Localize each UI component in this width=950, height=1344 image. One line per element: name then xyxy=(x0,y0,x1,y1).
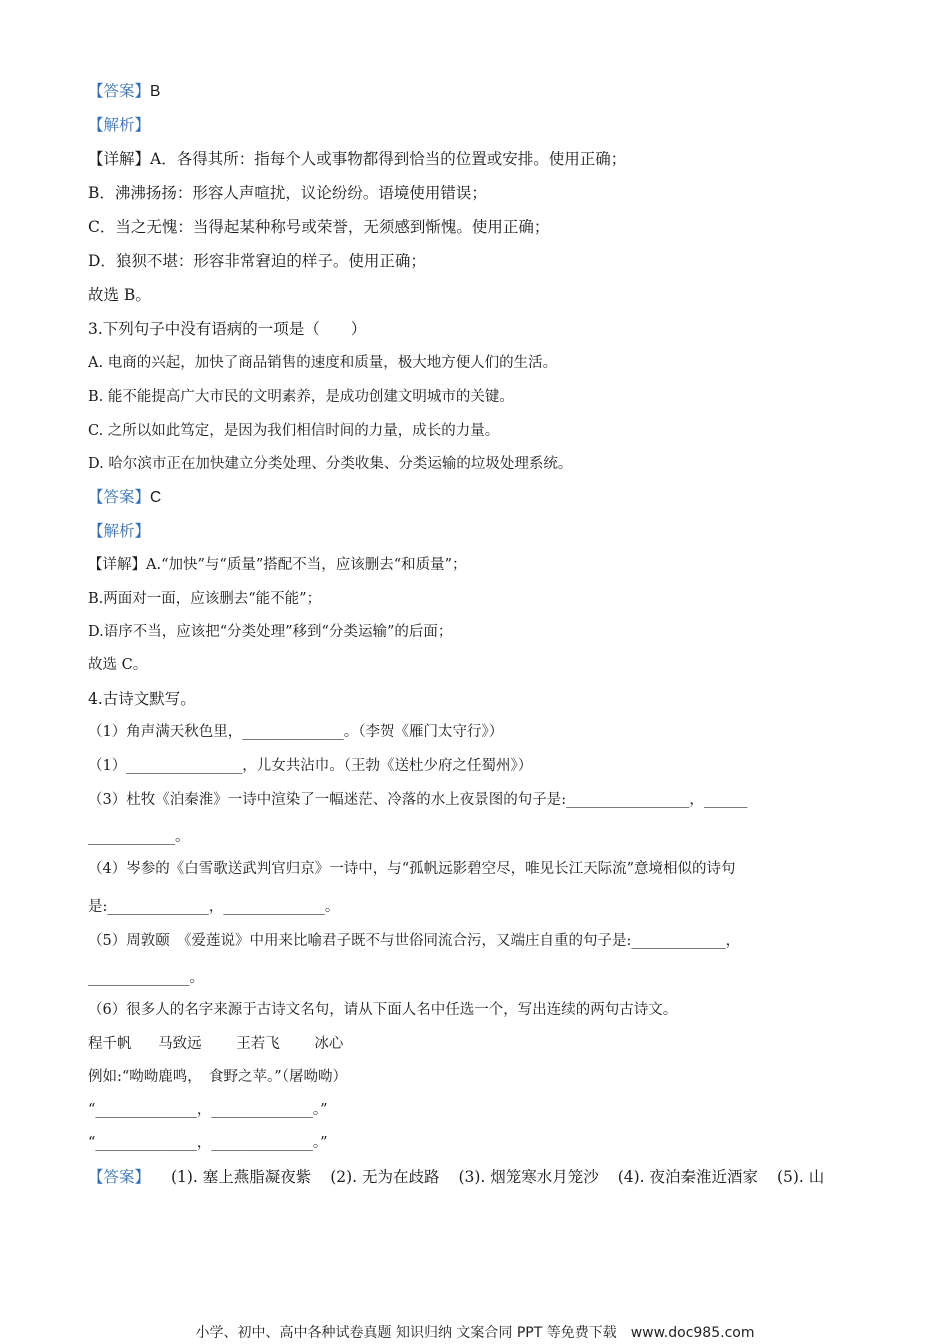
q4-name: 王若飞 xyxy=(236,1036,280,1052)
q4-example: 例如:“呦呦鹿鸣， 食野之苹。”（屠呦呦） xyxy=(88,1069,347,1085)
q2-detail-tag: 【详解】 xyxy=(88,150,151,168)
q4-blank-2: “______________，______________。” xyxy=(88,1135,328,1151)
q4-item-3-line-2: ____________。 xyxy=(88,829,190,845)
q4-item-3-line-1: （3）杜牧《泊秦淮》一诗中渲染了一幅迷茫、冷落的水上夜景图的句子是:_________________，______ xyxy=(88,792,748,808)
q2-analysis-tag: 【解析】 xyxy=(88,116,151,134)
q4-name: 程千帆 xyxy=(88,1036,132,1052)
q4-answer: (3). 烟笼寒水月笼沙 xyxy=(458,1168,599,1186)
q3-conclusion: 故选 C。 xyxy=(88,657,148,673)
q2-detail-d: D．狼狈不堪：形容非常窘迫的样子。使用正确； xyxy=(88,252,426,270)
q4-item-4-line-1: （4）岑参的《白雪歌送武判官归京》一诗中，与“孤帆远影碧空尽，唯见长江天际流”意境相似的诗句 xyxy=(88,861,736,877)
q4-item-6: （6）很多人的名字来源于古诗文名句，请从下面人名中任选一个，写出连续的两句古诗文。 xyxy=(88,1002,678,1018)
q4-answer: (5). 山 xyxy=(776,1168,825,1186)
q4-item-5-line-2: ______________。 xyxy=(88,970,204,986)
q2-detail-a xyxy=(88,149,626,169)
q3-option-d: D. 哈尔滨市正在加快建立分类处理、分类收集、分类运输的垃圾处理系统。 xyxy=(88,456,573,472)
q4-answer-tag: 【答案】 xyxy=(88,1168,151,1186)
q3-answer-line xyxy=(88,487,161,508)
q4-name: 马致远 xyxy=(158,1036,202,1052)
q4-answer-line xyxy=(88,1167,824,1187)
q2-answer-tag: 【答案】 xyxy=(88,82,151,100)
q3-option-c: C. 之所以如此笃定，是因为我们相信时间的力量，成长的力量。 xyxy=(88,423,500,439)
q2-answer-value: B xyxy=(150,83,161,100)
q3-option-a: A. 电商的兴起，加快了商品销售的速度和质量，极大地方便人们的生活。 xyxy=(88,355,558,371)
q3-detail-d: D.语序不当，应该把“分类处理”移到“分类运输”的后面； xyxy=(88,624,453,640)
q3-detail-a xyxy=(88,555,467,575)
q2-detail-c: C．当之无愧：当得起某种称号或荣誉，无须感到惭愧。使用正确； xyxy=(88,218,550,236)
q2-detail-a-text: A．各得其所：指每个人或事物都得到恰当的位置或安排。使用正确； xyxy=(150,150,627,168)
q3-option-b: B. 能不能提高广大市民的文明素养，是成功创建文明城市的关键。 xyxy=(88,389,514,405)
q4-item-5-line-1: （5）周敦颐 《爱莲说》中用来比喻君子既不与世俗同流合污，又端庄自重的句子是:_____________， xyxy=(88,933,741,949)
q4-names xyxy=(88,1034,343,1054)
q4-item-4-line-2: 是:______________，______________。 xyxy=(88,899,340,915)
q3-answer-value: C xyxy=(150,489,162,506)
q4-answer: (2). 无为在歧路 xyxy=(330,1168,440,1186)
q4-stem: 4.古诗文默写。 xyxy=(88,690,196,708)
q3-answer-tag: 【答案】 xyxy=(88,488,151,506)
q4-answer: (4). 夜泊秦淮近酒家 xyxy=(617,1168,759,1186)
q4-item-1: （1）角声满天秋色里，______________。（李贺《雁门太守行》） xyxy=(88,724,504,740)
q3-detail-a-text: A.“加快”与“质量”搭配不当，应该删去“和质量”； xyxy=(146,557,467,573)
q4-blank-1: “______________，______________。” xyxy=(88,1102,328,1118)
q4-name: 冰心 xyxy=(314,1036,344,1052)
q3-detail-tag: 【详解】 xyxy=(88,557,146,573)
q3-stem: 3.下列句子中没有语病的一项是（ ） xyxy=(88,320,367,338)
page-footer: 小学、初中、高中各种试卷真题 知识归纳 文案合同 PPT 等免费下载 www.doc985.com xyxy=(195,1325,755,1341)
q2-conclusion: 故选 B。 xyxy=(88,286,151,304)
q2-detail-b: B．沸沸扬扬：形容人声喧扰，议论纷纷。语境使用错误； xyxy=(88,184,487,202)
q4-answer: (1). 塞上燕脂凝夜紫 xyxy=(170,1168,312,1186)
q4-item-2: （1）________________，儿女共沾巾。（王勃《送杜少府之任蜀州》） xyxy=(88,758,533,774)
q3-analysis-tag: 【解析】 xyxy=(88,522,151,540)
q2-answer-line xyxy=(88,81,160,102)
q3-detail-b: B.两面对一面，应该删去“能不能”； xyxy=(88,591,322,607)
